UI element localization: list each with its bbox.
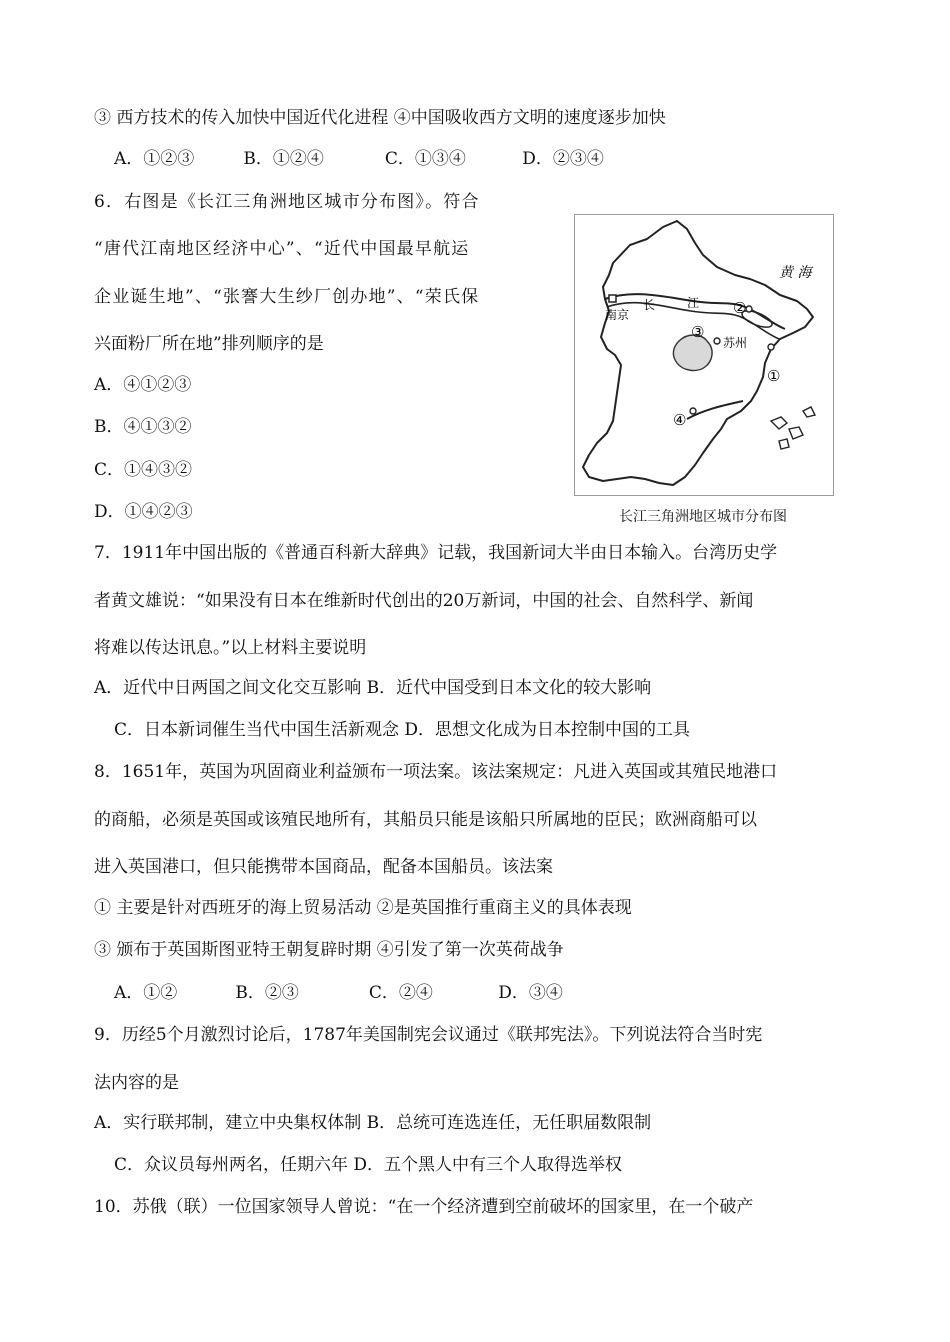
nanjing-marker (609, 295, 616, 302)
zhoushan-island-3 (803, 407, 815, 417)
marker-4-label: ④ (673, 411, 687, 429)
zhoushan-island-2 (789, 427, 803, 439)
map-caption: 长江三角洲地区城市分布图 (619, 509, 787, 525)
q8-option-d: D．③④ (498, 983, 563, 1003)
changjiang-label-2: 江 (687, 296, 700, 310)
q7-stem-line-1: 7．1911年中国出版的《普通百科新大辞典》记载，我国新词大半由日本输入。台湾历史学 (94, 543, 778, 563)
q5-option-c: C．①③④ (384, 149, 466, 169)
q8-option-a: A．①② (114, 983, 178, 1003)
q8-option-b: B．②③ (235, 983, 299, 1003)
q8-stem-line-2: 的商船，必须是英国或该殖民地所有，其船员只能是该船只所属地的臣民；欧洲商船可以 (94, 810, 757, 830)
city-4-marker (690, 408, 696, 414)
q9-options-ab: A．实行联邦制，建立中央集权体制 B．总统可连选连任，无任职届数限制 (94, 1113, 652, 1133)
q8-statements-3-4: ③ 颁布于英国斯图亚特王朝复辟时期 ④引发了第一次英荷战争 (94, 940, 564, 960)
zhoushan-island-4 (779, 439, 789, 449)
suzhou-marker (714, 338, 720, 344)
q6-stem-line-1: 6．右图是《长江三角洲地区城市分布图》。符合 (94, 192, 480, 212)
q7-options-ab: A．近代中日两国之间文化交互影响 B．近代中国受到日本文化的较大影响 (94, 678, 652, 698)
q8-statements-1-2: ① 主要是针对西班牙的海上贸易活动 ②是英国推行重商主义的具体表现 (94, 898, 632, 918)
q9-options-cd: C．众议员每州两名，任期六年 D．五个黑人中有三个人取得选举权 (114, 1155, 623, 1175)
map-drawing (575, 215, 833, 495)
q7-options-cd: C．日本新词催生当代中国生活新观念 D．思想文化成为日本控制中国的工具 (114, 720, 691, 740)
q9-stem-line-2: 法内容的是 (94, 1073, 179, 1093)
q5-options (114, 147, 604, 171)
q5-statement-3-4: ③ 西方技术的传入加快中国近代化进程 ④中国吸收西方文明的速度逐步加快 (94, 108, 666, 128)
q7-stem-line-3: 将难以传达讯息。”以上材料主要说明 (94, 638, 367, 658)
marker-2-label: ② (733, 299, 747, 317)
q7-stem-line-2: 者黄文雄说：“如果没有日本在维新时代创出的20万新词，中国的社会、自然科学、新闻 (94, 591, 754, 611)
q5-option-a: A．①②③ (114, 149, 195, 169)
marker-3-label: ③ (691, 323, 705, 341)
q8-options (114, 981, 563, 1005)
suzhou-label: 苏州 (723, 336, 748, 350)
zhoushan-island-1 (771, 417, 787, 429)
yangtze-delta-map (574, 214, 834, 496)
q8-stem-line-3: 进入英国港口，但只能携带本国商品，配备本国船员。该法案 (94, 857, 553, 877)
city-1-marker (768, 344, 774, 350)
q6-option-d: D．①④②③ (94, 502, 193, 522)
q5-option-b: B．①②④ (243, 149, 324, 169)
q8-option-c: C．②④ (368, 983, 433, 1003)
nanjing-label: 南京 (605, 308, 630, 322)
q6-stem-line-2: “唐代江南地区经济中心”、“近代中国最早航运 (94, 239, 470, 259)
q9-stem-line-1: 9．历经5个月激烈讨论后，1787年美国制宪会议通过《联邦宪法》。下列说法符合当时宪 (94, 1025, 763, 1045)
q6-stem-line-3: 企业诞生地”、“张謇大生纱厂创办地”、“荣氏保 (94, 287, 480, 307)
q6-stem-line-4: 兴面粉厂所在地”排列顺序的是 (94, 334, 324, 354)
q6-option-a: A．④①②③ (94, 375, 192, 395)
huanghai-label: 黄 海 (779, 265, 812, 281)
q5-option-d: D．②③④ (522, 149, 604, 169)
q6-option-c: C．①④③② (94, 460, 193, 480)
city-2-marker (746, 306, 752, 312)
q10-stem-line-1: 10．苏俄（联）一位国家领导人曾说：“在一个经济遭到空前破坏的国家里，在一个破产 (94, 1197, 754, 1217)
q6-option-b: B．④①③② (94, 417, 192, 437)
q8-stem-line-1: 8．1651年，英国为巩固商业利益颁布一项法案。该法案规定：凡进入英国或其殖民地港口 (94, 762, 778, 782)
marker-1-label: ① (767, 367, 781, 385)
changjiang-label-1: 长 (643, 298, 656, 312)
